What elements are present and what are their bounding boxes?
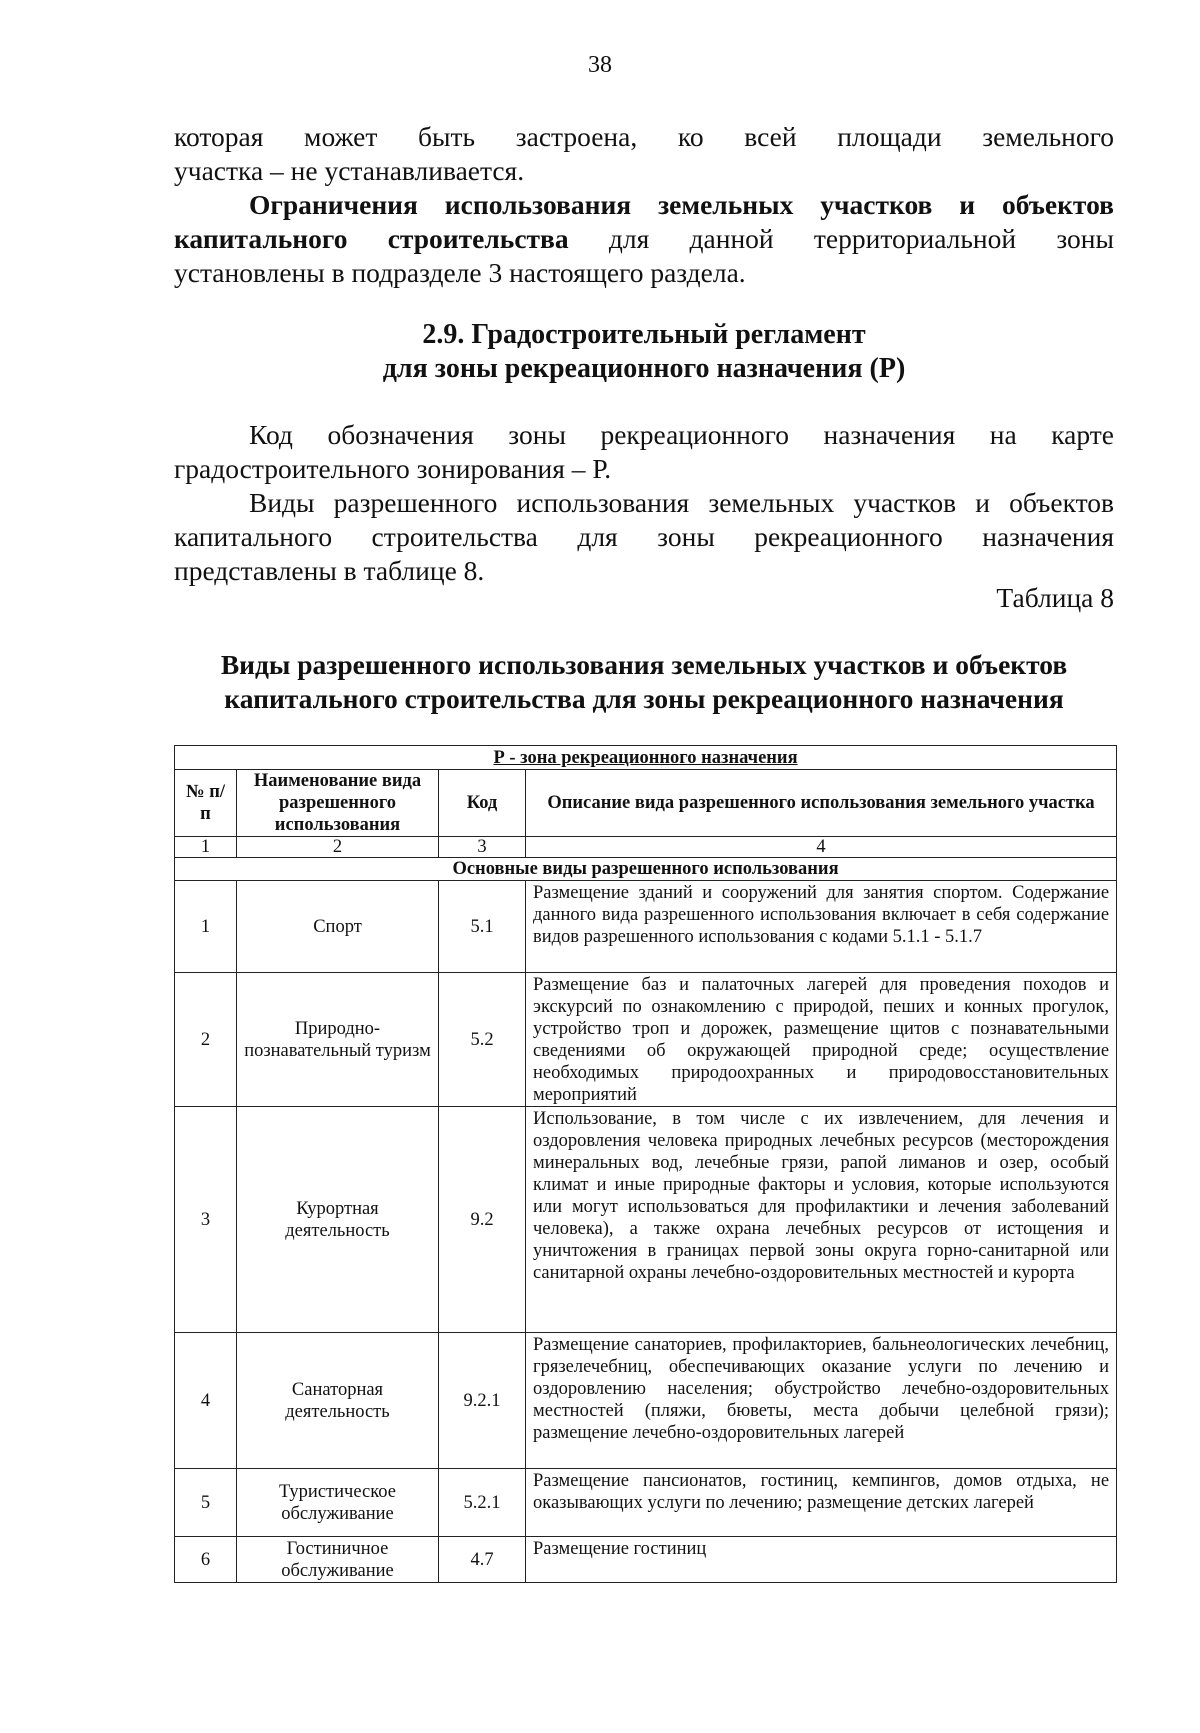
group-header-main: Основные виды разрешенного использования <box>175 858 1117 881</box>
row-name: Туристическое обслуживание <box>237 1469 439 1537</box>
section-heading-line-2: для зоны рекреационного назначения (Р) <box>382 353 906 384</box>
table-title-line-2: капитального строительства для зоны рекреационного назначения <box>224 683 1064 714</box>
row-code: 4.7 <box>439 1537 526 1583</box>
row-num: 6 <box>175 1537 237 1583</box>
header-num: № п/п <box>175 770 237 837</box>
row-num: 4 <box>175 1333 237 1469</box>
row-name: Гостиничное обслуживание <box>237 1537 439 1583</box>
table-row <box>175 881 1117 973</box>
row-description: Использование, в том числе с их извлечением, для лечения и оздоровления человека природных лечебных ресурсов (месторождения минеральных вод, лечебные грязи, рапой лиманов и озер, особый климат и иные природные факторы и условия, которые используются или могут использоваться для профилактики и лечения заболеваний человека), а также охрана лечебных ресурсов от истощения и уничтожения в границах первой зоны округа горно-санитарной или санитарной охраны лечебно-оздоровительных местностей и курорта <box>526 1107 1117 1333</box>
table-row <box>175 1537 1117 1583</box>
row-description: Размещение санаториев, профилакториев, бальнеологических лечебниц, грязелечебниц, обеспечивающих оказание услуги по лечению и оздоровлению населения; обустройство лечебно-оздоровительных местностей (пляжи, бюветы, места добычи целебной грязи); размещение лечебно-оздоровительных лагерей <box>526 1333 1117 1469</box>
row-num: 3 <box>175 1107 237 1333</box>
row-description: Размещение зданий и сооружений для занятия спортом. Содержание данного вида разрешенного использования включает в себя содержание видов разрешенного использования с кодами 5.1.1 - 5.1.7 <box>526 881 1117 973</box>
row-code: 9.2 <box>439 1107 526 1333</box>
column-number-4: 4 <box>526 837 1117 858</box>
header-code: Код <box>439 770 526 837</box>
code-line-1: Код обозначения зоны рекреационного назначения на карте <box>249 419 1114 450</box>
code-line-2: градостроительного зонирования – Р. <box>174 453 612 484</box>
row-description: Размещение пансионатов, гостиниц, кемпингов, домов отдыха, не оказывающих услуги по лечению; размещение детских лагерей <box>526 1469 1117 1537</box>
types-line-2: капитального строительства для зоны рекреационного назначения <box>174 521 1114 552</box>
restrictions-rest-2: для данной территориальной зоны <box>568 223 1114 254</box>
column-number-2: 2 <box>237 837 439 858</box>
header-description: Описание вида разрешенного использования земельного участка <box>526 770 1117 837</box>
section-heading <box>174 318 1114 386</box>
row-num: 5 <box>175 1469 237 1537</box>
zone-header: Р - зона рекреационного назначения <box>175 746 1117 770</box>
intro-line-2: участка – не устанавливается. <box>174 155 525 186</box>
types-line-3: представлены в таблице 8. <box>174 555 485 586</box>
restrictions-bold-2: капитального строительства <box>174 223 569 254</box>
table-row <box>175 973 1117 1107</box>
section-heading-line-1: 2.9. Градостроительный регламент <box>422 319 866 350</box>
row-code: 5.2 <box>439 973 526 1107</box>
header-name: Наименование вида разрешенного использования <box>237 770 439 837</box>
row-num: 2 <box>175 973 237 1107</box>
intro-paragraph <box>174 120 1114 290</box>
row-code: 5.1 <box>439 881 526 973</box>
restrictions-line-2 <box>174 222 1114 256</box>
permitted-use-table <box>174 745 1117 1583</box>
table-title <box>174 648 1114 716</box>
table-label: Таблица 8 <box>996 582 1114 613</box>
restrictions-line-1 <box>174 188 1114 222</box>
table-row <box>175 1469 1117 1537</box>
zone-code-paragraph <box>174 418 1114 588</box>
restrictions-line-3: установлены в подразделе 3 настоящего раздела. <box>174 257 746 288</box>
row-name: Санаторная деятельность <box>237 1333 439 1469</box>
restrictions-bold-1: Ограничения использования земельных участков и объектов <box>249 189 1114 220</box>
table-row <box>175 1333 1117 1469</box>
types-line-1: Виды разрешенного использования земельных участков и объектов <box>249 487 1114 518</box>
row-description: Размещение гостиниц <box>526 1537 1117 1583</box>
row-num: 1 <box>175 881 237 973</box>
row-description: Размещение баз и палаточных лагерей для проведения походов и экскурсий по ознакомлению с природой, пеших и конных прогулок, устройство троп и дорожек, размещение щитов с познавательными сведениями об окружающей природной среде; осуществление необходимых природоохранных и природовосстановительных мероприятий <box>526 973 1117 1107</box>
row-name: Спорт <box>237 881 439 973</box>
row-name: Природно-познавательный туризм <box>237 973 439 1107</box>
table-title-line-1: Виды разрешенного использования земельных участков и объектов <box>220 649 1068 680</box>
page-number: 38 <box>588 52 612 78</box>
row-name: Курортная деятельность <box>237 1107 439 1333</box>
row-code: 9.2.1 <box>439 1333 526 1469</box>
table-row <box>175 1107 1117 1333</box>
column-number-1: 1 <box>175 837 237 858</box>
row-code: 5.2.1 <box>439 1469 526 1537</box>
column-number-3: 3 <box>439 837 526 858</box>
intro-line-1: которая может быть застроена, ко всей площади земельного <box>174 121 1114 152</box>
